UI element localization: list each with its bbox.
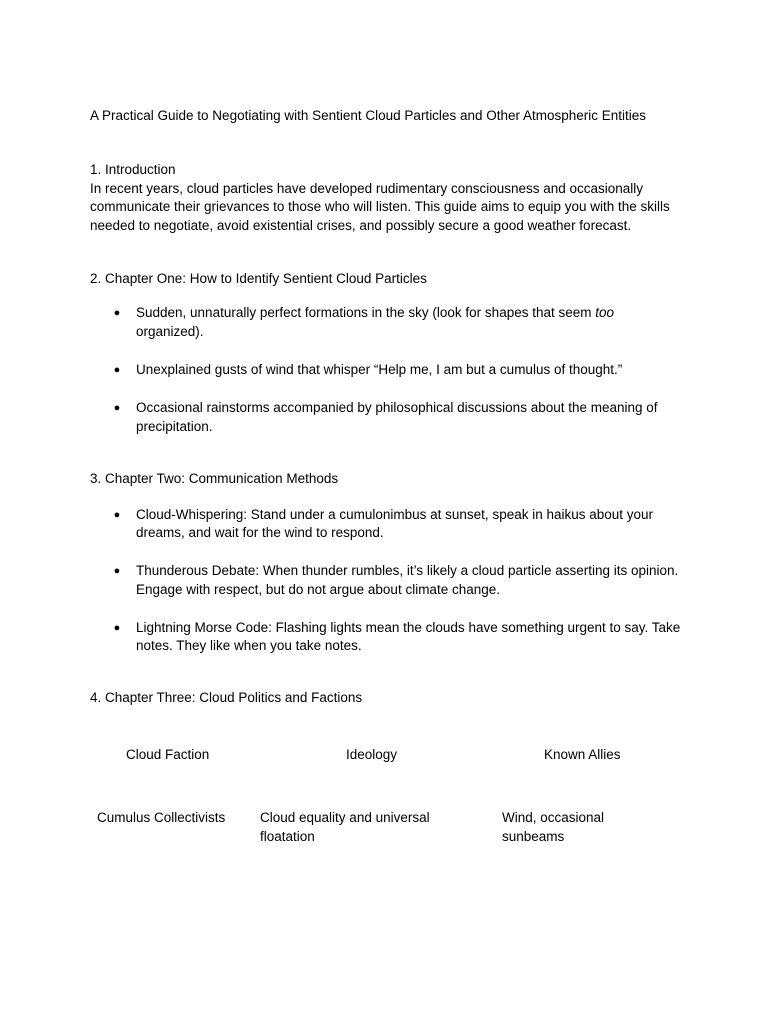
table-header-cell: Known Allies: [544, 747, 621, 762]
table-cell: Cumulus Collectivists: [97, 810, 226, 825]
document-title: A Practical Guide to Negotiating with Sentient Cloud Particles and Other Atmospheric Entities: [90, 108, 647, 123]
list-item-text: Cloud-Whispering: Stand under a cumulonimbus at sunset, speak in haikus about your dreams, and wait for the wind to respond.: [136, 506, 654, 541]
chapter-one-heading: 2. Chapter One: How to Identify Sentient Cloud Particles: [90, 271, 427, 286]
chapter-three-heading: 4. Chapter Three: Cloud Politics and Factions: [90, 690, 363, 705]
list-item-text: Sudden, unnaturally perfect formations in the sky (look for shapes that seem too organized).: [136, 305, 615, 339]
list-item-text: Thunderous Debate: When thunder rumbles, it’s likely a cloud particle asserting its opinion. Engage with respect, but do not argue about climate change.: [136, 563, 679, 597]
intro-body: In recent years, cloud particles have developed rudimentary consciousness and occasionally communicate their grievances to those who will listen. This guide aims to equip you with the skills needed to negotiate, avoid existential crises, and possibly secure a good weather forecast.: [90, 180, 670, 233]
bullet-icon: ●: [113, 621, 121, 634]
bullet-icon: ●: [113, 565, 121, 577]
bullet-icon: ●: [113, 307, 121, 319]
list-item-text: Occasional rainstorms accompanied by philosophical discussions about the meaning of precipitation.: [136, 400, 658, 434]
bullet-icon: ●: [113, 363, 121, 376]
list-item-text: Unexplained gusts of wind that whisper “Help me, I am but a cumulus of thought.”: [136, 361, 623, 377]
table-cell: Cloud equality and universal floatation: [260, 810, 430, 844]
list-item-text: Lightning Morse Code: Flashing lights mean the clouds have something urgent to say. Take notes. They like when you take notes.: [136, 619, 681, 654]
bullet-icon: ●: [113, 402, 121, 414]
table-cell: Wind, occasional sunbeams: [502, 810, 605, 844]
table-header-cell: Ideology: [346, 747, 398, 762]
intro-heading: 1. Introduction: [90, 162, 176, 177]
bullet-icon: ●: [113, 508, 121, 521]
chapter-two-heading: 3. Chapter Two: Communication Methods: [90, 471, 339, 486]
table-header-cell: Cloud Faction: [126, 747, 210, 762]
